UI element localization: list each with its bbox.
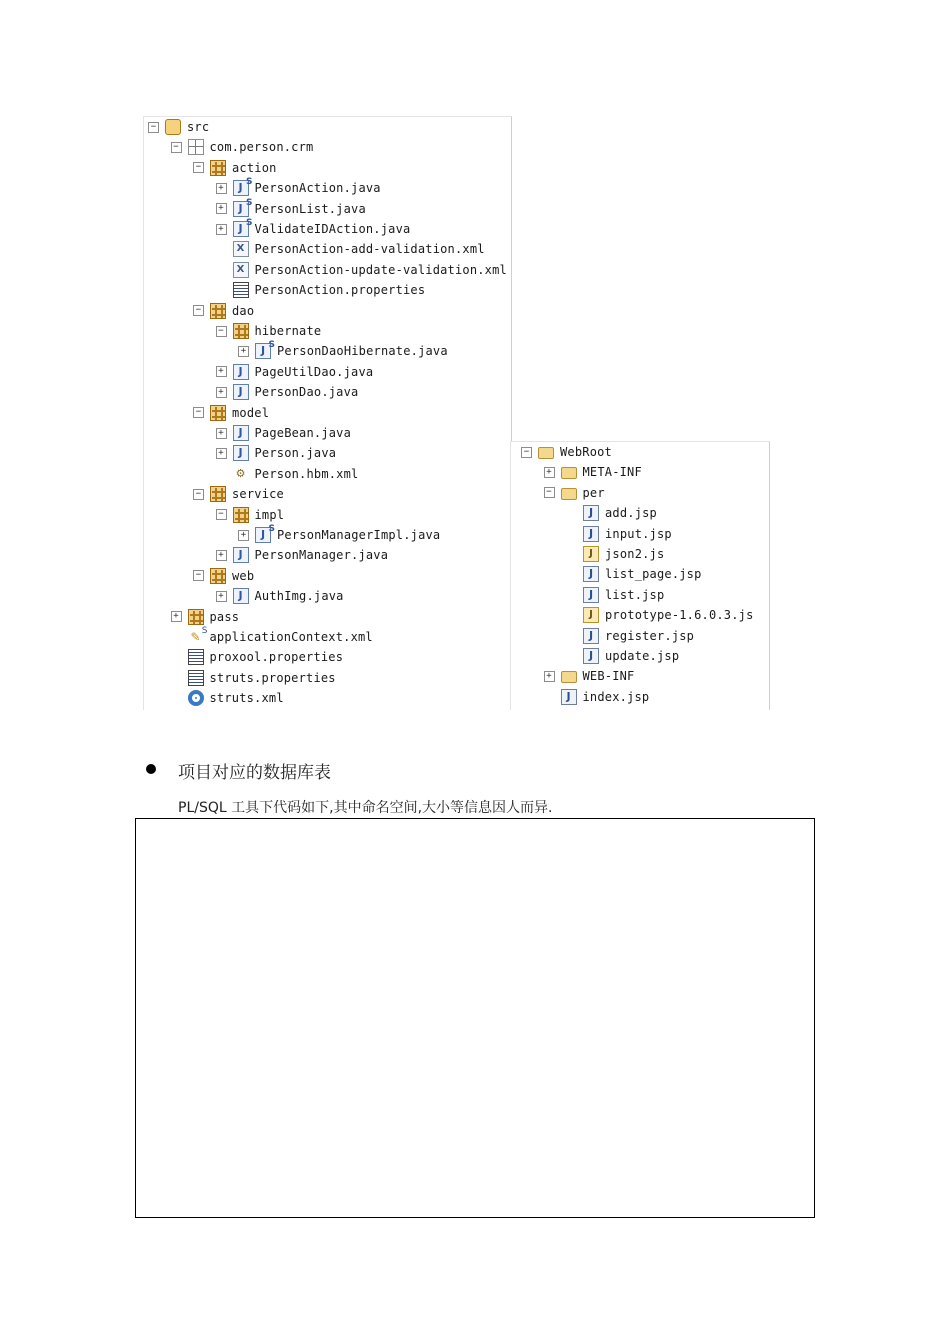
tree-node[interactable] — [171, 669, 336, 687]
tree-node-label: pass — [209, 609, 240, 624]
jsp-icon: J — [583, 628, 599, 644]
tree-node[interactable] — [171, 648, 344, 666]
tree-node[interactable] — [216, 179, 381, 197]
tree-node-label: PersonAction.properties — [254, 283, 426, 298]
package-icon — [210, 160, 226, 176]
expand-icon[interactable]: + — [544, 671, 555, 682]
package-icon — [233, 323, 249, 339]
tree-node-label: PersonAction.java — [254, 181, 381, 196]
collapse-icon[interactable]: − — [171, 142, 182, 153]
tree-node-label: META-INF — [582, 465, 642, 480]
folder-open-icon — [538, 447, 554, 459]
js-icon: J — [583, 546, 599, 562]
tree-node-label: ValidateIDAction.java — [254, 222, 411, 236]
expand-icon[interactable]: + — [216, 550, 227, 561]
expand-icon[interactable]: + — [171, 611, 182, 622]
tree-node-label: PersonDao.java — [254, 385, 359, 400]
tree-node[interactable] — [216, 322, 322, 340]
tree-node-label: hibernate — [254, 324, 322, 338]
collapse-icon[interactable]: − — [148, 122, 159, 133]
tree-node[interactable] — [148, 118, 209, 136]
tree-node-label: PageUtilDao.java — [254, 364, 374, 379]
tree-node-label: PersonDaoHibernate.java — [277, 344, 448, 359]
source-folder-icon — [165, 119, 181, 135]
java-icon: J — [233, 425, 249, 441]
java-spring-icon: J S — [233, 201, 249, 217]
tree-node[interactable] — [193, 159, 277, 177]
tree-node-label: PersonAction-update-validation.xml — [254, 262, 507, 277]
tree-node[interactable] — [216, 197, 366, 218]
tree-node-label: list_page.jsp — [605, 567, 702, 582]
tree-node[interactable] — [193, 404, 269, 422]
tree-node[interactable] — [238, 526, 440, 544]
tree-node[interactable] — [566, 545, 664, 563]
jsp-icon: J — [583, 587, 599, 603]
source-tree-panel — [143, 116, 512, 710]
tree-node[interactable] — [171, 628, 373, 646]
tree-node-label: model — [232, 405, 270, 420]
java-icon: J — [233, 445, 249, 461]
tree-node-label: PersonAction-add-validation.xml — [254, 242, 485, 257]
java-spring-icon: J S — [233, 180, 249, 196]
tree-node[interactable] — [216, 465, 359, 483]
xml-icon: X — [233, 262, 249, 278]
folder-icon — [561, 671, 577, 683]
java-spring-icon: J S — [255, 527, 271, 543]
tree-node[interactable] — [216, 240, 485, 258]
tree-node-label: dao — [232, 303, 255, 318]
tree-node-label: update.jsp — [605, 649, 680, 663]
expand-icon[interactable]: + — [216, 183, 227, 194]
tree-node[interactable] — [216, 444, 337, 462]
bullet-icon — [146, 764, 156, 774]
properties-icon — [188, 649, 204, 665]
jsp-icon: J — [583, 505, 599, 521]
tree-node[interactable] — [216, 587, 344, 605]
java-spring-icon: J S — [255, 343, 271, 359]
tree-node[interactable] — [238, 342, 448, 360]
jsp-icon: J — [583, 566, 599, 582]
collapse-icon[interactable]: − — [544, 487, 555, 498]
tree-node[interactable] — [216, 281, 426, 299]
tree-node-label: applicationContext.xml — [209, 630, 373, 644]
expand-icon[interactable]: + — [216, 448, 227, 459]
tree-node[interactable] — [544, 667, 635, 685]
tree-node-label: struts.properties — [209, 670, 336, 685]
collapse-icon[interactable]: − — [193, 162, 204, 173]
tree-node[interactable] — [566, 525, 672, 543]
xml-icon: X — [233, 241, 249, 257]
tree-node[interactable] — [544, 463, 642, 481]
tree-node-label: AuthImg.java — [254, 589, 344, 604]
package-icon — [210, 568, 226, 584]
tree-node-label: prototype-1.6.0.3.js — [605, 608, 754, 623]
tree-node[interactable] — [544, 688, 650, 706]
expand-icon[interactable]: + — [216, 203, 227, 214]
tree-node-label: src — [187, 120, 210, 134]
tree-node[interactable] — [193, 302, 254, 320]
tree-node[interactable] — [216, 261, 507, 279]
expand-icon[interactable]: + — [216, 224, 227, 235]
webroot-tree-panel — [510, 441, 770, 710]
collapse-icon[interactable]: − — [521, 447, 532, 458]
java-icon: J — [233, 547, 249, 563]
folder-icon — [561, 467, 577, 479]
tree-node-label: action — [232, 160, 277, 175]
java-icon: J — [233, 384, 249, 400]
tree-node-label: WEB-INF — [582, 669, 635, 684]
tree-node-label: com.person.crm — [209, 140, 314, 155]
tree-node[interactable] — [566, 565, 702, 583]
java-icon: J — [233, 588, 249, 604]
tree-node-label: impl — [254, 507, 285, 522]
tree-node[interactable] — [566, 606, 754, 624]
tree-node[interactable] — [566, 647, 679, 665]
java-icon: J — [233, 364, 249, 380]
hibernate-mapping-icon: ⚙ — [235, 466, 246, 480]
section-heading: 项目对应的数据库表 — [178, 763, 331, 783]
expand-icon[interactable]: + — [216, 387, 227, 398]
jsp-icon: J — [561, 689, 577, 705]
tree-node[interactable] — [216, 220, 411, 238]
tree-node-label: list.jsp — [605, 587, 665, 602]
expand-icon[interactable]: + — [216, 428, 227, 439]
collapse-icon[interactable]: − — [216, 326, 227, 337]
expand-icon[interactable]: + — [216, 591, 227, 602]
package-icon — [210, 486, 226, 502]
tree-node-label: register.jsp — [605, 628, 695, 643]
tree-node-label: PersonManager.java — [254, 548, 389, 563]
tree-node[interactable] — [171, 689, 284, 707]
tree-node-label: proxool.properties — [209, 650, 344, 665]
tree-node-label: json2.js — [605, 547, 665, 561]
java-spring-icon: J S — [233, 221, 249, 237]
expand-icon[interactable]: + — [238, 346, 249, 357]
tree-node-label: PersonManagerImpl.java — [277, 528, 441, 542]
tree-node[interactable] — [216, 363, 374, 381]
gear-icon — [188, 690, 204, 706]
section-note: PL/SQL 工具下代码如下,其中命名空间,大小等信息因人而异. — [178, 800, 553, 816]
tree-node[interactable] — [216, 424, 352, 442]
tree-node[interactable] — [193, 567, 254, 585]
expand-icon[interactable]: + — [238, 530, 249, 541]
collapse-icon[interactable]: − — [216, 509, 227, 520]
package-empty-icon — [188, 139, 204, 155]
package-icon — [210, 303, 226, 319]
tree-node-label: PersonList.java — [254, 201, 366, 216]
tree-node-label: Person.java — [254, 446, 337, 461]
collapse-icon[interactable]: − — [193, 407, 204, 418]
expand-icon[interactable]: + — [544, 467, 555, 478]
expand-icon[interactable]: + — [216, 366, 227, 377]
jsp-icon: J — [583, 526, 599, 542]
tree-node[interactable] — [521, 443, 612, 461]
collapse-icon[interactable]: − — [193, 489, 204, 500]
tree-node[interactable] — [566, 504, 657, 522]
tree-node[interactable] — [216, 546, 389, 564]
tree-node[interactable] — [193, 485, 284, 503]
tree-node-label: struts.xml — [209, 691, 284, 706]
tree-node[interactable] — [216, 383, 359, 401]
tree-node-label: input.jsp — [605, 526, 672, 541]
package-icon — [210, 405, 226, 421]
tree-node[interactable] — [544, 484, 605, 502]
properties-icon — [233, 282, 249, 298]
spring-config-icon: ✎ S — [190, 626, 208, 644]
tree-node-label: web — [232, 568, 255, 583]
collapse-icon[interactable]: − — [193, 305, 204, 316]
package-icon — [233, 507, 249, 523]
properties-icon — [188, 670, 204, 686]
tree-node-label: per — [582, 485, 605, 500]
folder-open-icon — [561, 488, 577, 500]
js-icon: J — [583, 607, 599, 623]
code-box — [135, 818, 815, 1218]
tree-node-label: Person.hbm.xml — [254, 466, 359, 481]
tree-node[interactable] — [566, 627, 694, 645]
tree-node-label: index.jsp — [582, 689, 650, 704]
tree-node-label: PageBean.java — [254, 426, 352, 440]
tree-node[interactable] — [171, 138, 314, 156]
tree-node[interactable] — [216, 506, 285, 524]
jsp-icon: J — [583, 648, 599, 664]
tree-node[interactable] — [566, 586, 664, 604]
collapse-icon[interactable]: − — [193, 570, 204, 581]
tree-node-label: WebRoot — [560, 445, 612, 459]
tree-node-label: service — [232, 487, 284, 502]
tree-node-label: add.jsp — [605, 506, 657, 521]
